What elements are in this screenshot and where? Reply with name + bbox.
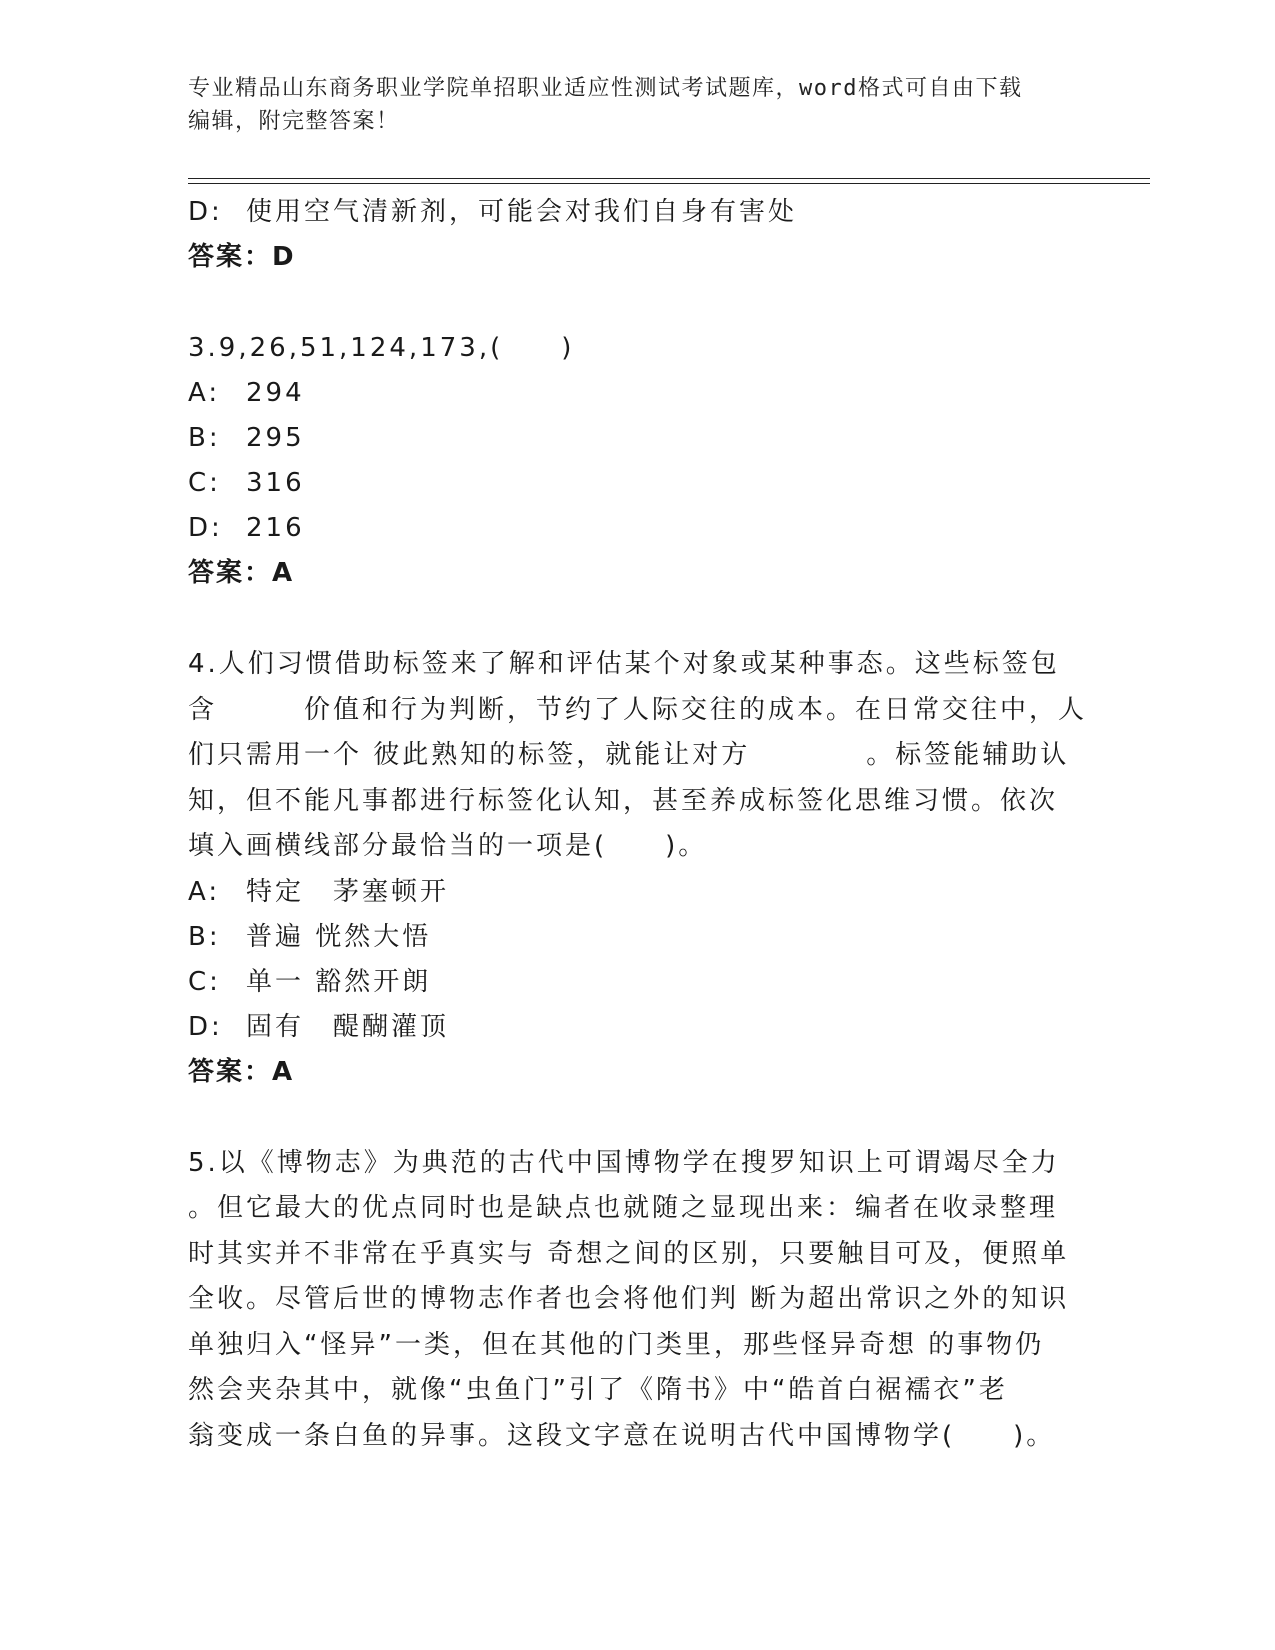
option-label: A: [188, 378, 221, 408]
header-divider-top [188, 178, 1150, 179]
q2-answer: 答案：D [188, 242, 296, 272]
option-label: A: [188, 876, 221, 907]
option-label: C: [188, 468, 221, 498]
option-text: 316 [246, 468, 305, 498]
page-header [188, 72, 1068, 138]
header-line-2: 编辑，附完整答案！ [188, 109, 400, 134]
stem-line: 填入画横线部分最恰当的一项是( )。 [188, 831, 708, 861]
stem-line: 全收。尽管后世的博物志作者也会将他们判 断为超出常识之外的知识 [188, 1284, 1070, 1314]
option-text: 固有 醍醐灌顶 [246, 1011, 450, 1042]
q3-answer: 答案：A [188, 558, 295, 588]
stem-line: 单独归入“怪异”一类，但在其他的门类里，那些怪异奇想 的事物仍 [188, 1329, 1045, 1360]
option-label: D: [188, 513, 223, 543]
q2-option-d [188, 190, 1088, 235]
option-text: 294 [246, 378, 305, 408]
header-line-1: 专业精品山东商务职业学院单招职业适应性测试考试题库，word格式可自由下载 [188, 76, 1023, 101]
q4-option-c [188, 960, 1088, 1005]
header-divider-bottom [188, 183, 1150, 184]
q4-option-d [188, 1005, 1088, 1050]
option-text: 使用空气清新剂，可能会对我们自身有害处 [246, 197, 798, 227]
option-text: 216 [246, 513, 305, 543]
stem-line: 5.以《博物志》为典范的古代中国博物学在搜罗知识上可谓竭尽全力 [188, 1147, 1060, 1178]
option-text: 295 [246, 423, 305, 453]
option-label: C: [188, 966, 221, 997]
q4-option-a [188, 870, 1088, 915]
document-body [188, 190, 1088, 1459]
stem-line: 知，但不能凡事都进行标签化认知，甚至养成标签化思维习惯。依次 [188, 785, 1059, 816]
q4-answer: 答案：A [188, 1056, 295, 1087]
stem-line: 含 价值和行为判断，节约了人际交往的成本。在日常交往中，人 [188, 694, 1088, 725]
stem-line: 们只需用一个 彼此熟知的标签，就能让对方 。标签能辅助认 [188, 740, 1070, 770]
q3-option-c [188, 461, 1088, 506]
option-text: 特定 茅塞顿开 [246, 876, 450, 907]
stem-line: 时其实并不非常在乎真实与 奇想之间的区别，只要触目可及，便照单 [188, 1238, 1070, 1269]
q4-option-b [188, 915, 1088, 960]
q3-option-a [188, 371, 1088, 416]
option-label: B: [188, 921, 221, 952]
option-label: D: [188, 197, 223, 227]
option-label: D: [188, 1011, 223, 1042]
stem-line: 翁变成一条白鱼的异事。这段文字意在说明古代中国博物学( )。 [188, 1420, 1056, 1451]
option-label: B: [188, 423, 221, 453]
stem-line: 然会夹杂其中，就像“虫鱼门”引了《隋书》中“皓首白裾襦衣”老 [188, 1375, 1008, 1405]
stem-line: 4.人们习惯借助标签来了解和评估某个对象或某种事态。这些标签包 [188, 649, 1060, 679]
q3-option-d [188, 506, 1088, 551]
q3-option-b [188, 416, 1088, 461]
stem-line: 。但它最大的优点同时也是缺点也就随之显现出来：编者在收录整理 [188, 1193, 1059, 1223]
option-text: 普遍 恍然大悟 [246, 921, 432, 952]
q3-stem: 3.9,26,51,124,173,( ) [188, 333, 575, 363]
q5-stem [188, 1141, 1088, 1460]
q4-stem [188, 642, 1088, 870]
option-text: 单一 豁然开朗 [246, 966, 432, 997]
